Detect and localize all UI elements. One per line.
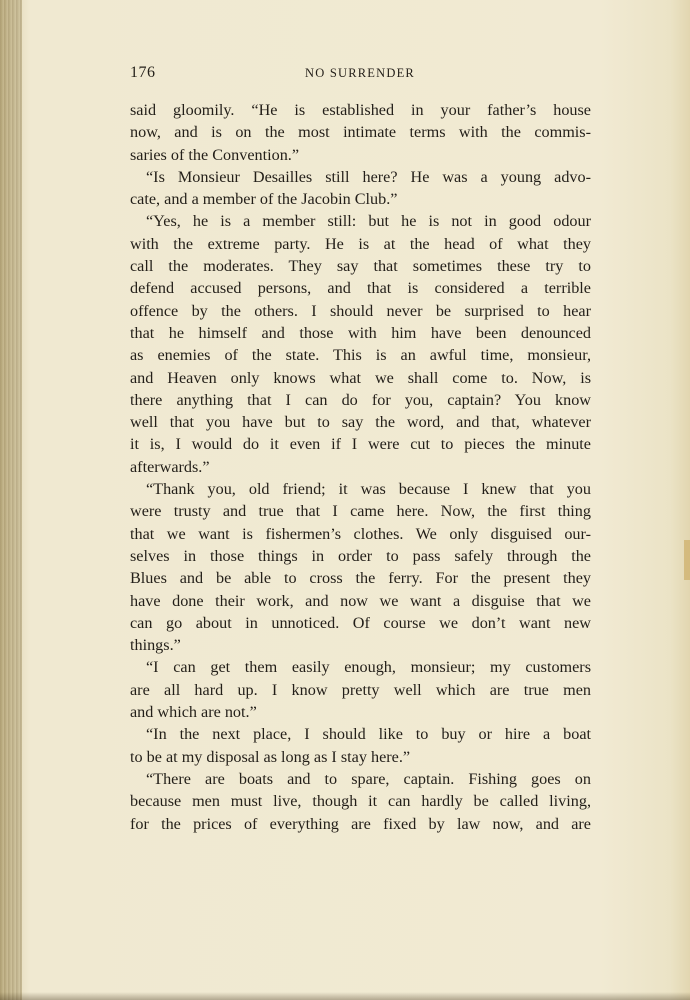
text-line: offence by the others. I should never be surprised to hear: [130, 301, 591, 320]
text-line: have done their work, and now we want a disguise that we: [130, 591, 591, 610]
page-header: [130, 64, 590, 86]
text-line: there anything that I can do for you, captain? You know: [130, 390, 591, 409]
text-line: that we want is fishermen’s clothes. We only disguised our-: [130, 524, 591, 543]
text-line: said gloomily. “He is established in your father’s house: [130, 101, 591, 119]
text-line: defend accused persons, and that is considered a terrible: [130, 279, 591, 298]
page-bottom-edge: [0, 992, 690, 1000]
text-line: can go about in unnoticed. Of course we don’t want new: [130, 613, 591, 632]
text-line: “Thank you, old friend; it was because I knew that you: [146, 480, 591, 499]
text-line: cate, and a member of the Jacobin Club.”: [130, 190, 398, 209]
text-line: and Heaven only knows what we shall come to. Now, is: [130, 368, 591, 387]
text-line: Blues and be able to cross the ferry. For the present they: [130, 569, 591, 588]
text-line: afterwards.”: [130, 457, 210, 476]
body-text: [130, 99, 591, 835]
text-line: it is, I would do it even if I were cut to pieces the minute: [130, 435, 591, 454]
running-head: NO SURRENDER: [305, 66, 415, 80]
text-line: now, and is on the most intimate terms with the commis-: [130, 123, 591, 142]
text-line: were trusty and true that I came here. Now, the first thing: [130, 502, 591, 521]
book-binding-gutter: [0, 0, 22, 1000]
text-line: to be at my disposal as long as I stay here.”: [130, 747, 411, 766]
text-line: that he himself and those with him have been denounced: [130, 323, 591, 342]
text-line: well that you have but to say the word, and that, whatever: [130, 413, 591, 432]
text-line: “In the next place, I should like to buy or hire a boat: [146, 725, 591, 744]
text-line: “Is Monsieur Desailles still here? He was a young advo-: [146, 167, 591, 186]
text-line: with the extreme party. He is at the head of what they: [130, 234, 591, 253]
text-line: “I can get them easily enough, monsieur; my customers: [146, 658, 591, 677]
text-line: are all hard up. I know pretty well which are true men: [130, 680, 591, 699]
text-line: saries of the Convention.”: [130, 145, 300, 164]
text-line: as enemies of the state. This is an awful time, monsieur,: [130, 346, 591, 365]
page-stain: [684, 540, 690, 580]
text-line: because men must live, though it can hardly be called living,: [130, 792, 591, 811]
text-line: “There are boats and to spare, captain. Fishing goes on: [146, 769, 591, 788]
text-line: “Yes, he is a member still: but he is not in good odour: [146, 212, 591, 231]
page-number: 176: [130, 64, 156, 81]
text-line: selves in those things in order to pass safely through the: [130, 546, 591, 565]
text-line: and which are not.”: [130, 703, 257, 722]
text-line: call the moderates. They say that sometimes these try to: [130, 257, 591, 276]
text-line: for the prices of everything are fixed by law now, and are: [130, 814, 591, 833]
text-line: things.”: [130, 636, 181, 655]
